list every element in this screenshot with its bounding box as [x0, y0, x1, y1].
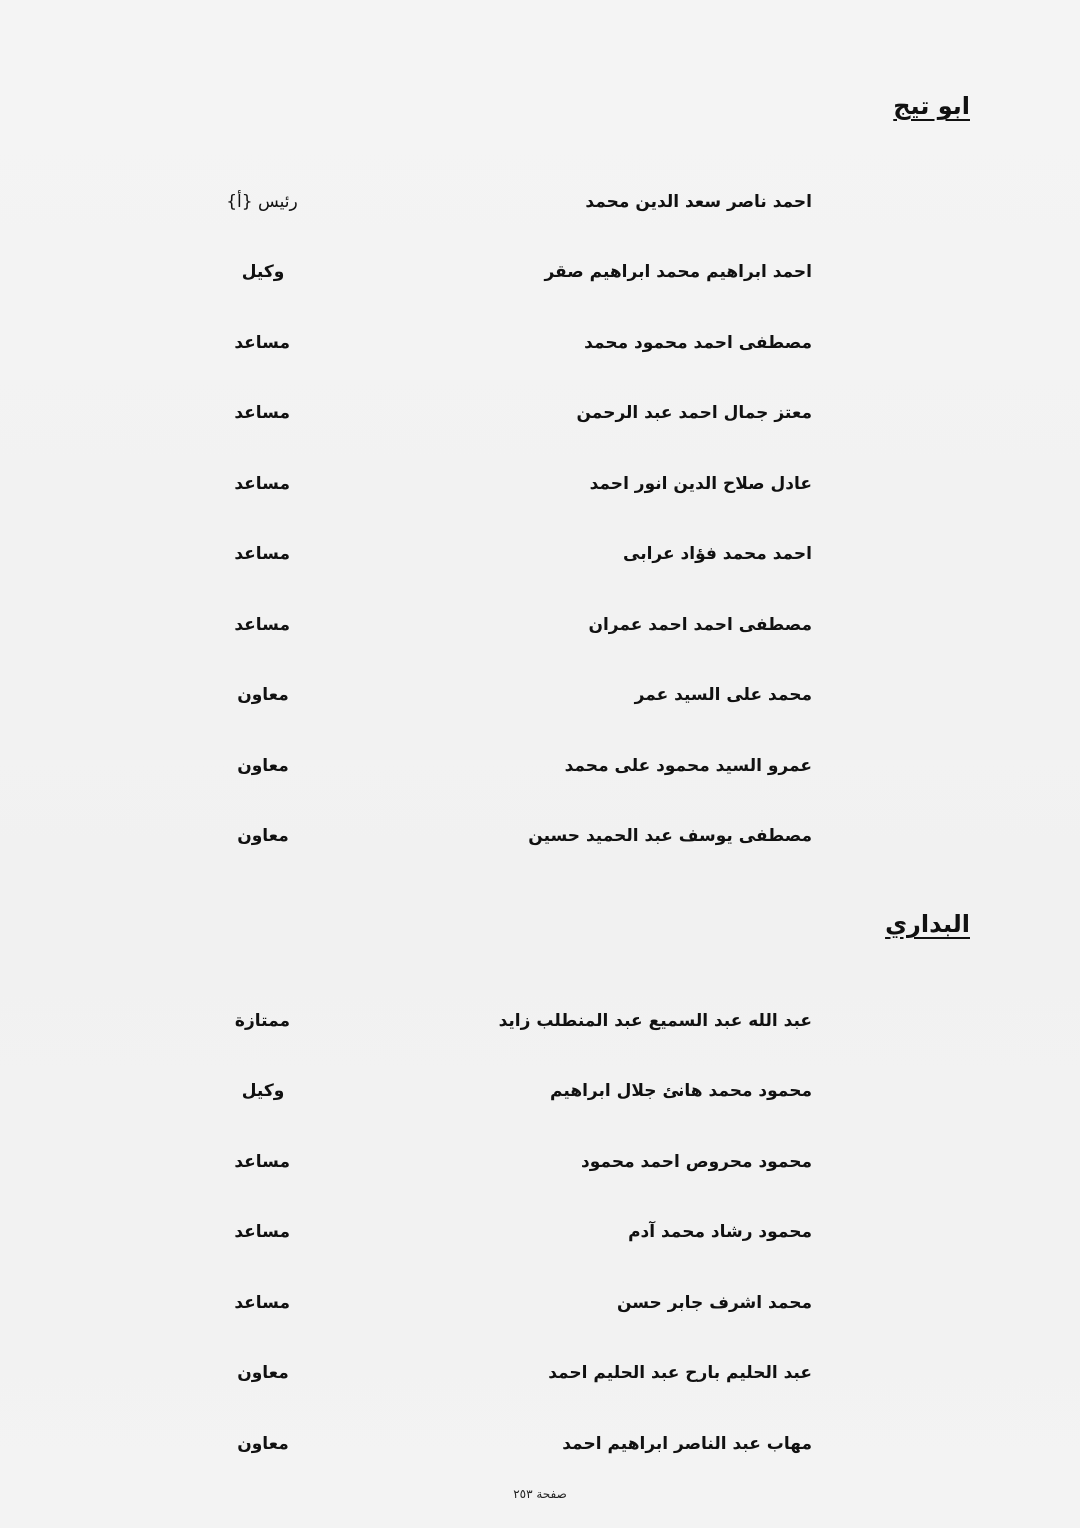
member-name: محمود محمد هانئ جلال ابراهيم [550, 1081, 812, 1101]
table-row [0, 1147, 1080, 1177]
member-name: محمود رشاد محمد آدم [628, 1222, 812, 1242]
table-row [0, 187, 1080, 217]
member-name: عبد الله عبد السميع عبد المنطلب زايد [498, 1011, 812, 1031]
table-row [0, 398, 1080, 428]
member-rank: مساعد [234, 474, 290, 494]
member-name: عبد الحليم بارح عبد الحليم احمد [548, 1363, 812, 1383]
member-name: مصطفى يوسف عبد الحميد حسين [528, 826, 812, 846]
member-rank: معاون [237, 1363, 289, 1383]
member-name: معتز جمال احمد عبد الرحمن [576, 403, 812, 423]
page-number: صفحة ٢٥٣ [513, 1487, 567, 1501]
table-row [0, 680, 1080, 710]
table-row [0, 751, 1080, 781]
member-name: محمد على السيد عمر [634, 685, 812, 705]
member-name: احمد محمد فؤاد عرابى [623, 544, 812, 564]
section-title-abu-tig: ابو تيج [893, 92, 970, 120]
table-row [0, 1006, 1080, 1036]
member-name: احمد ابراهيم محمد ابراهيم صقر [544, 262, 812, 282]
section-title-al-badari: البداري [885, 910, 970, 938]
table-row [0, 539, 1080, 569]
member-rank: رئيس {أ} [226, 192, 298, 212]
member-rank: وكيل [241, 262, 285, 282]
table-row [0, 821, 1080, 851]
member-rank: معاون [237, 1434, 289, 1454]
table-row [0, 328, 1080, 358]
member-rank: مساعد [234, 333, 290, 353]
table-row [0, 1429, 1080, 1459]
member-name: محمود محروص احمد محمود [581, 1152, 812, 1172]
table-row [0, 1217, 1080, 1247]
member-rank: مساعد [234, 1293, 290, 1313]
member-rank: معاون [237, 826, 289, 846]
member-rank: مساعد [234, 615, 290, 635]
member-name: مهاب عبد الناصر ابراهيم احمد [562, 1434, 812, 1454]
table-row [0, 469, 1080, 499]
member-rank: مساعد [234, 403, 290, 423]
table-row [0, 1076, 1080, 1106]
table-row [0, 1358, 1080, 1388]
member-rank: مساعد [234, 1222, 290, 1242]
member-rank: مساعد [234, 544, 290, 564]
table-row [0, 1288, 1080, 1318]
member-name: عمرو السيد محمود على محمد [564, 756, 812, 776]
member-rank: وكيل [241, 1081, 285, 1101]
member-rank: معاون [237, 685, 289, 705]
member-name: محمد اشرف جابر حسن [616, 1293, 812, 1313]
member-rank: مساعد [234, 1152, 290, 1172]
member-rank: ممتازة [234, 1011, 290, 1031]
member-rank: معاون [237, 756, 289, 776]
member-name: مصطفى احمد احمد عمران [588, 615, 812, 635]
table-row [0, 610, 1080, 640]
member-name: مصطفى احمد محمود محمد [584, 333, 812, 353]
member-name: عادل صلاح الدين انور احمد [589, 474, 812, 494]
table-row [0, 257, 1080, 287]
member-name: احمد ناصر سعد الدين محمد [585, 192, 812, 212]
